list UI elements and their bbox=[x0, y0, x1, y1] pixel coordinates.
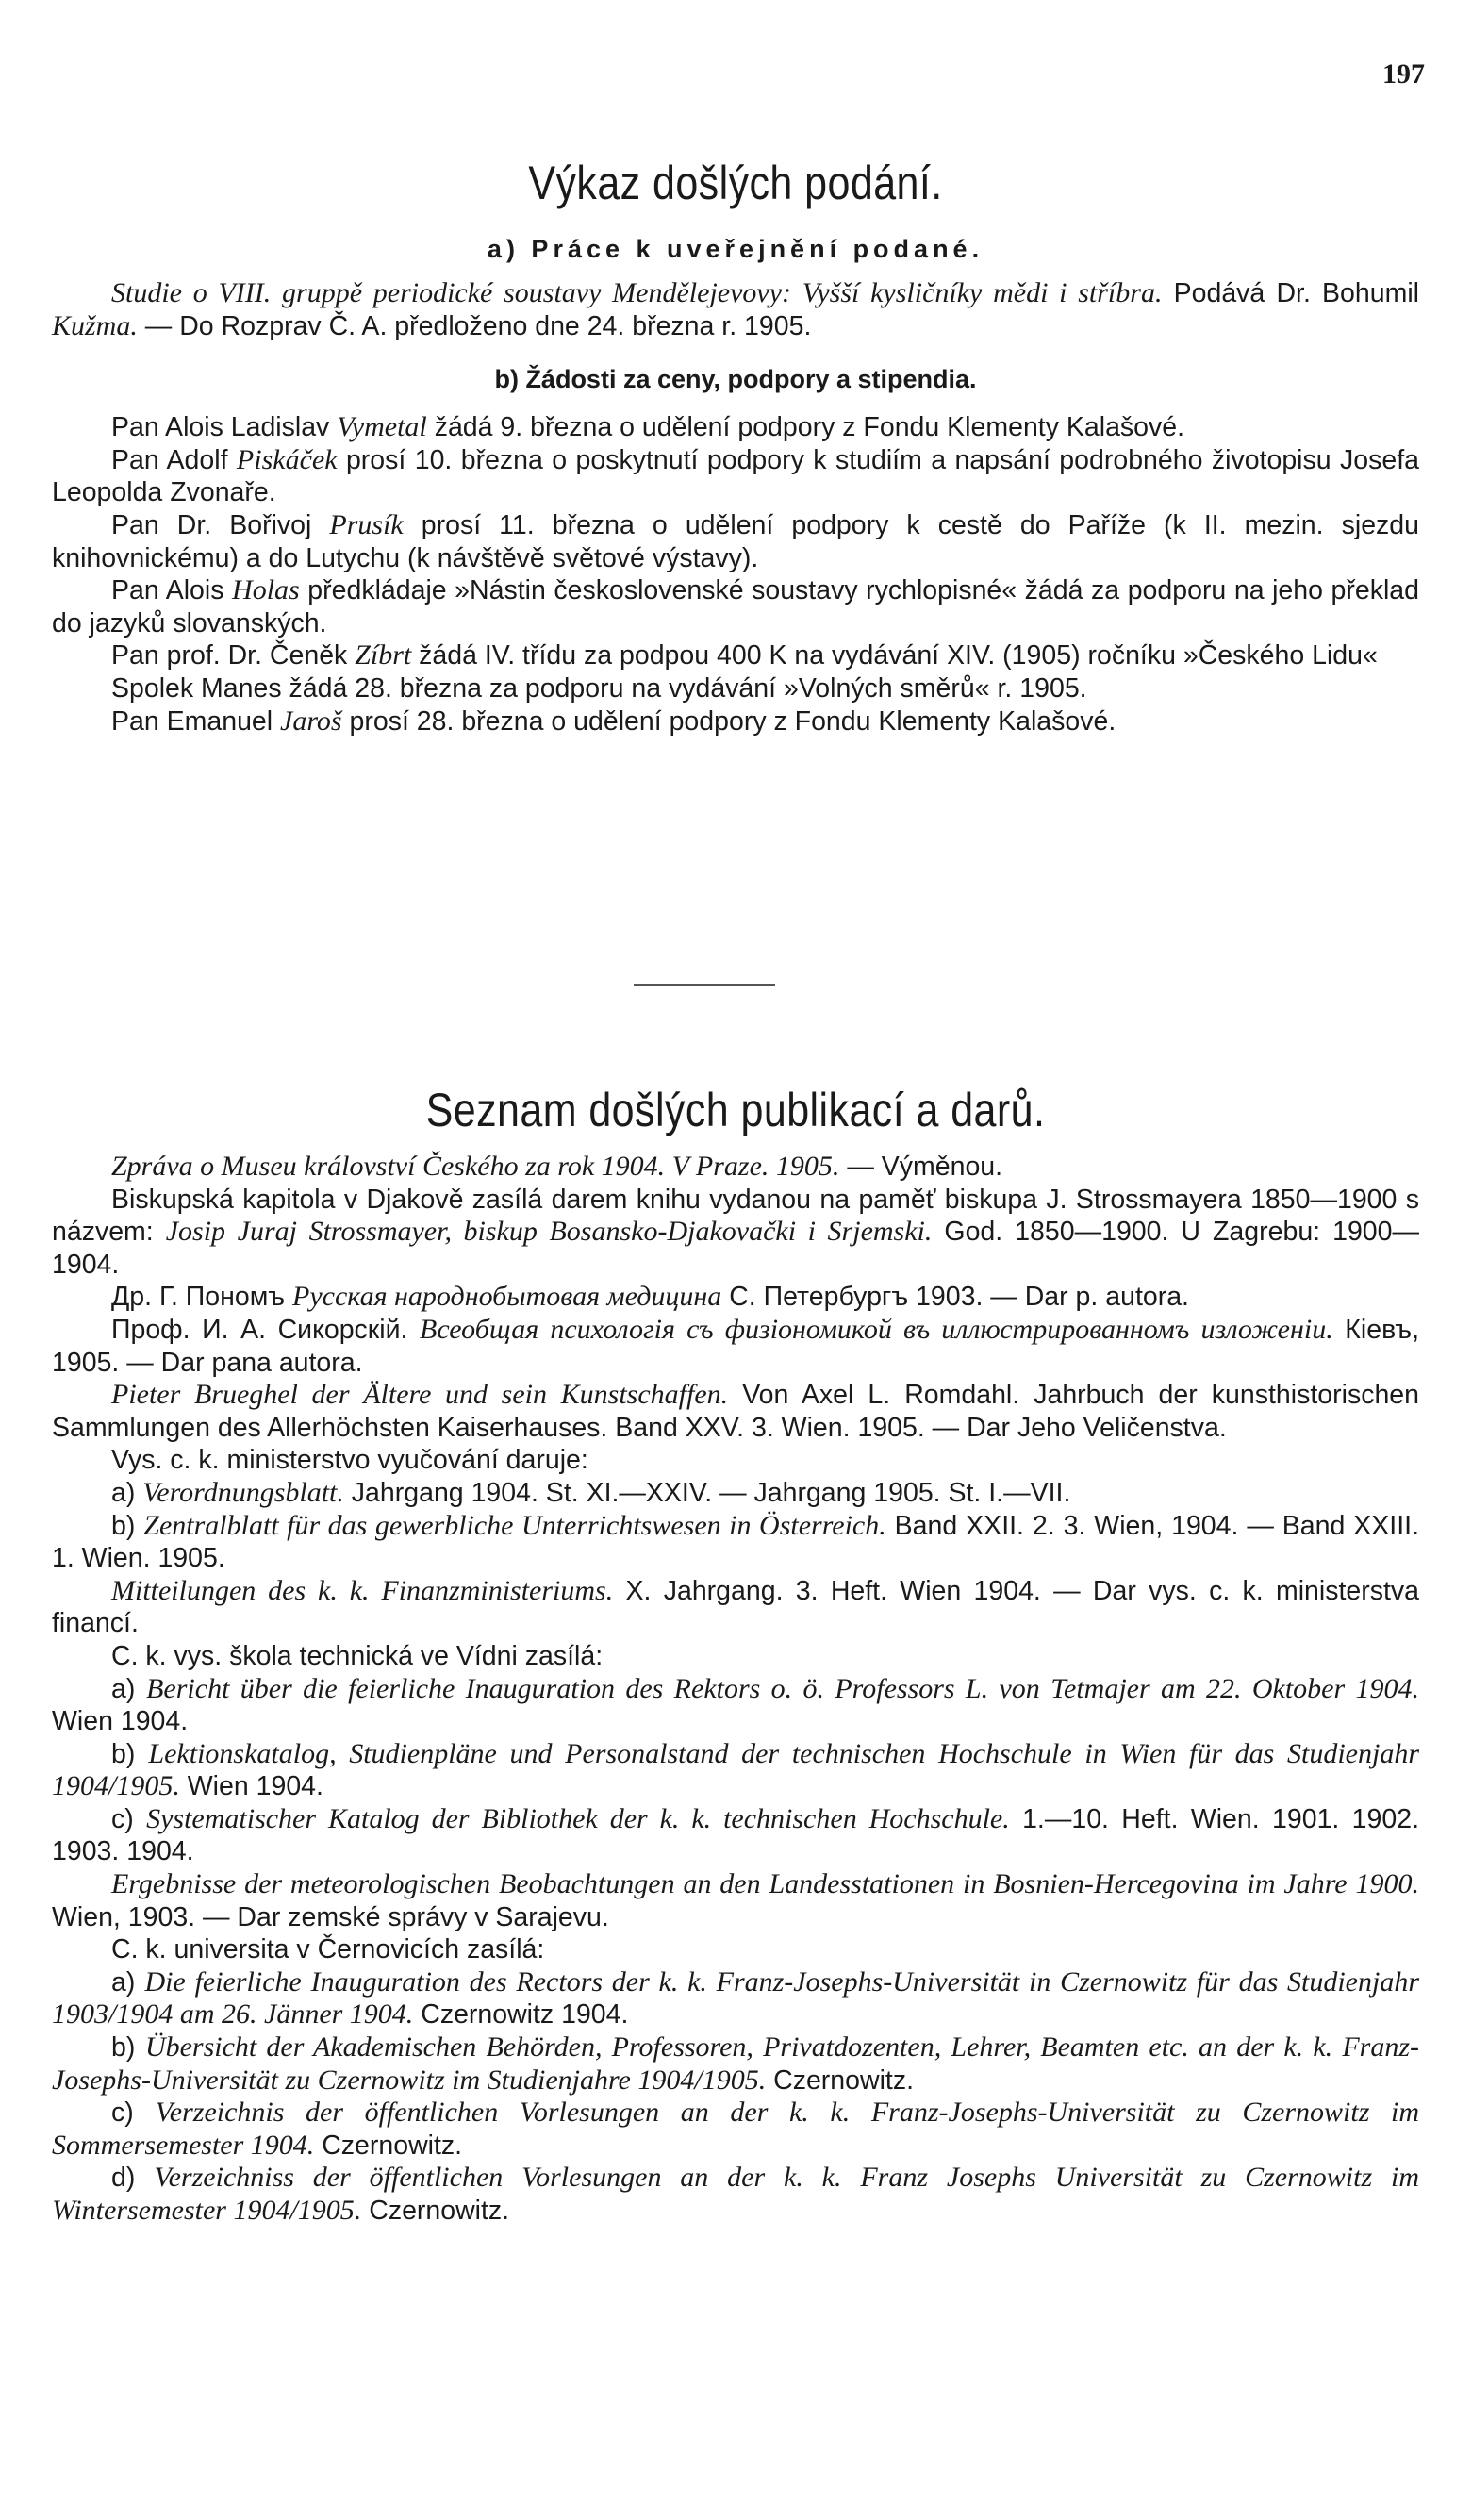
publication-entry bbox=[52, 1575, 1419, 1640]
subheading-requests: b) Žádosti za ceny, podpory a stipendia. bbox=[494, 365, 977, 394]
italic-title: Vymetal bbox=[337, 411, 427, 443]
italic-title: Prusík bbox=[329, 508, 404, 540]
italic-title: Verzeichniss der öffentlichen Vorlesungen an der k. k. Franz Josephs Universität zu Czernowitz im Wintersemester 1904/1905. bbox=[52, 2162, 1419, 2226]
text-run: Др. Г. Пономъ bbox=[111, 1282, 293, 1313]
italic-title: Русская народнобытовая медицина bbox=[292, 1281, 722, 1313]
text-run: Band XXII. 2. 3. Wien, 1904. — Band XXIII. 1. Wien. 1905. bbox=[52, 1510, 1419, 1574]
request-entry bbox=[52, 672, 1419, 705]
request-entry bbox=[52, 509, 1419, 574]
text-run: Pan Adolf bbox=[111, 444, 237, 475]
section-title-submissions: Výkaz došlých podání. bbox=[528, 157, 943, 209]
italic-title: Verzeichnis der öffentlichen Vorlesungen an der k. k. Franz-Josephs-Universität zu Czernowitz im Sommersemester 1904. bbox=[52, 2097, 1419, 2161]
italic-title: Bericht über die feierliche Inauguration des Rektors o. ö. Professors L. von Tetmajer am 22. Oktober 1904. bbox=[146, 1672, 1419, 1704]
text-run: Pan Alois bbox=[111, 575, 233, 606]
works-list bbox=[52, 277, 1419, 342]
italic-title: Übersicht der Akademischen Behörden, Professoren, Privatdozenten, Lehrer, Beamten etc. an der k. k. Franz-Josephs-Universität zu Czernowitz im Studienjahre 1904/1905. bbox=[52, 2031, 1419, 2096]
publication-entry bbox=[52, 1966, 1419, 2031]
request-entry bbox=[52, 411, 1419, 444]
request-entry bbox=[52, 639, 1419, 672]
text-run: — Výměnou. bbox=[839, 1152, 1003, 1182]
italic-title: Piskáček bbox=[236, 443, 338, 475]
italic-title: Systematischer Katalog der Bibliothek der k. k. technischen Hochschule. bbox=[146, 1802, 1010, 1834]
italic-title: Josip Juraj Strossmayer, biskup Bosansko-Djakovački i Srjemski. bbox=[165, 1216, 933, 1248]
subheading-works: a) Práce k uveřejnění podané. bbox=[487, 235, 984, 263]
text-run: 1.—10. Heft. Wien. 1901. 1902. 1903. 1904. bbox=[52, 1803, 1419, 1867]
text-run: Czernowitz 1904. bbox=[413, 1999, 629, 2031]
text-run: a) bbox=[111, 1966, 145, 1998]
text-run: — Do Rozprav Č. A. předloženo dne 24. března r. 1905. bbox=[137, 310, 812, 341]
text-run: Czernowitz. bbox=[766, 2064, 914, 2096]
text-run: X. Jahrgang. 3. Heft. Wien 1904. — Dar vys. c. k. ministerstva financí. bbox=[52, 1575, 1420, 1639]
text-run: С. Петербургъ 1903. — Dar p. autora. bbox=[721, 1282, 1189, 1313]
text-run: Pan Dr. Bořivoj bbox=[111, 509, 330, 540]
publication-entry bbox=[52, 1868, 1419, 1933]
publication-entry bbox=[52, 1640, 1419, 1673]
publication-entry bbox=[52, 1738, 1419, 1803]
publication-entry bbox=[52, 1314, 1419, 1379]
text-run: Podává Dr. Bohumil bbox=[1162, 278, 1419, 308]
publication-entry bbox=[52, 1933, 1419, 1966]
text-run: a) bbox=[111, 1477, 143, 1508]
text-run: b) bbox=[111, 1510, 144, 1541]
publication-entry bbox=[52, 2097, 1419, 2162]
request-entry bbox=[52, 574, 1419, 639]
publication-entry bbox=[52, 1803, 1419, 1868]
publication-entry bbox=[52, 1151, 1419, 1184]
text-run: Wien 1904. bbox=[52, 1706, 189, 1737]
text-run: žádá 9. března o udělení podpory z Fondu Klementy Kalašové. bbox=[426, 412, 1185, 443]
text-run: Pan Emanuel bbox=[111, 705, 281, 737]
text-run: prosí 11. března o udělení podpory k cestě do Paříže (k II. mezin. sjezdu knihovnickému) a do Lutychu (k návštěvě světové výstavy). bbox=[52, 509, 1419, 573]
text-run: Проф. И. А. Сикорскій. bbox=[111, 1314, 421, 1345]
text-run: b) bbox=[111, 1738, 149, 1769]
publication-entry bbox=[52, 1444, 1419, 1477]
request-entry bbox=[52, 705, 1419, 738]
text-run: C. k. vys. škola technická ve Vídni zasílá: bbox=[111, 1640, 604, 1671]
section-divider bbox=[634, 984, 775, 986]
text-run: Pan prof. Dr. Čeněk bbox=[111, 640, 356, 671]
italic-title: Jaroš bbox=[280, 705, 342, 737]
italic-title: Mitteilungen des k. k. Finanzministeriums. bbox=[111, 1574, 614, 1606]
text-run: God. 1850—1900. U Zagrebu: 1900—1904. bbox=[52, 1217, 1419, 1280]
publication-entry bbox=[52, 1379, 1419, 1444]
text-run: prosí 10. března o poskytnutí podpory k studiím a napsání podrobného životopisu Josefa Leopolda Zvonaře. bbox=[52, 444, 1419, 508]
text-run: a) bbox=[111, 1673, 147, 1704]
text-run: Von Axel L. Romdahl. Jahrbuch der kunsthistorischen Sammlungen des Allerhöchsten Kaiserhauses. Band XXV. 3. Wien. 1905. — Dar Jeho Veličenstva. bbox=[52, 1380, 1419, 1443]
text-run: předkládaje »Nástin československé soustavy rychlopisné« žádá za podporu na jeho překlad do jazyků slovanských. bbox=[52, 575, 1420, 638]
text-run: Pan Alois Ladislav bbox=[111, 412, 338, 443]
publications-list bbox=[52, 1151, 1419, 2228]
italic-title: Studie o VIII. gruppě periodické soustavy Mendělejevovy: Vyšší kysličníky mědi i stříbra. bbox=[111, 277, 1163, 308]
italic-title: Kužma. bbox=[52, 309, 138, 341]
text-run: Wien 1904. bbox=[179, 1771, 323, 1802]
italic-title: Zíbrt bbox=[355, 639, 412, 671]
italic-title: Holas bbox=[232, 574, 300, 606]
text-run: Czernowitz. bbox=[361, 2196, 510, 2226]
text-run: Кіевъ, 1905. — Dar pana autora. bbox=[52, 1314, 1419, 1378]
text-run: Czernowitz. bbox=[314, 2130, 463, 2161]
publication-entry bbox=[52, 1477, 1419, 1510]
text-run: Jahrgang 1904. St. XI.—XXIV. — Jahrgang 1905. St. I.—VII. bbox=[343, 1477, 1071, 1508]
text-run: c) bbox=[111, 2097, 156, 2129]
requests-list bbox=[52, 411, 1419, 738]
section-submissions bbox=[52, 156, 1419, 738]
page-number: 197 bbox=[1382, 58, 1425, 90]
work-entry bbox=[52, 277, 1419, 342]
text-run: d) bbox=[111, 2163, 155, 2194]
publication-entry bbox=[52, 1510, 1419, 1575]
text-run: c) bbox=[111, 1803, 147, 1834]
text-run: Vys. c. k. ministerstvo vyučování daruje: bbox=[111, 1445, 588, 1476]
publication-entry bbox=[52, 1184, 1419, 1282]
text-run: b) bbox=[111, 2032, 145, 2064]
italic-title: Ergebnisse der meteorologischen Beobachtungen an den Landesstationen in Bosnien-Hercegovina im Jahre 1900. bbox=[111, 1868, 1419, 1900]
section-publications bbox=[52, 1083, 1419, 2228]
publication-entry bbox=[52, 2031, 1419, 2097]
italic-title: Zpráva o Museu království Českého za rok 1904. V Praze. 1905. bbox=[111, 1151, 840, 1182]
italic-title: Zentralblatt für das gewerbliche Unterrichtswesen in Österreich. bbox=[143, 1509, 886, 1541]
italic-title: Pieter Brueghel der Ältere und sein Kunstschaffen. bbox=[111, 1379, 729, 1411]
text-run: prosí 28. března o udělení podpory z Fondu Klementy Kalašové. bbox=[341, 705, 1116, 737]
section-title-publications: Seznam došlých publikací a darů. bbox=[425, 1084, 1046, 1136]
text-run: Biskupská kapitola v Djakově zasílá darem knihu vydanou na paměť biskupa J. Strossmayera 1850—1900 s názvem: bbox=[52, 1184, 1419, 1248]
publication-entry bbox=[52, 1673, 1419, 1738]
publication-entry bbox=[52, 2162, 1419, 2227]
text-run: Wien, 1903. — Dar zemské správy v Sarajevu. bbox=[52, 1901, 609, 1932]
italic-title: Verordnungsblatt. bbox=[142, 1476, 344, 1508]
text-run: žádá IV. třídu za podpou 400 K na vydávání XIV. (1905) ročníku »Českého Lidu« bbox=[411, 640, 1378, 671]
italic-title: Lektionskatalog, Studienpläne und Personalstand der technischen Hochschule in Wien für das Studienjahr 1904/1905. bbox=[52, 1737, 1419, 1802]
text-run: Spolek Manes žádá 28. března za podporu na vydávání »Volných směrů« r. 1905. bbox=[111, 672, 1087, 704]
request-entry bbox=[52, 444, 1419, 509]
italic-title: Всеобщая психологія съ физіономикой въ иллюстрированномъ изложеніи. bbox=[420, 1313, 1333, 1345]
italic-title: Die feierliche Inauguration des Rectors der k. k. Franz-Josephs-Universität in Czernowitz für das Studienjahr 1903/1904 am 26. Jänner 1904. bbox=[52, 1965, 1420, 2031]
text-run: C. k. universita v Černovicích zasílá: bbox=[111, 1934, 545, 1965]
publication-entry bbox=[52, 1281, 1419, 1314]
